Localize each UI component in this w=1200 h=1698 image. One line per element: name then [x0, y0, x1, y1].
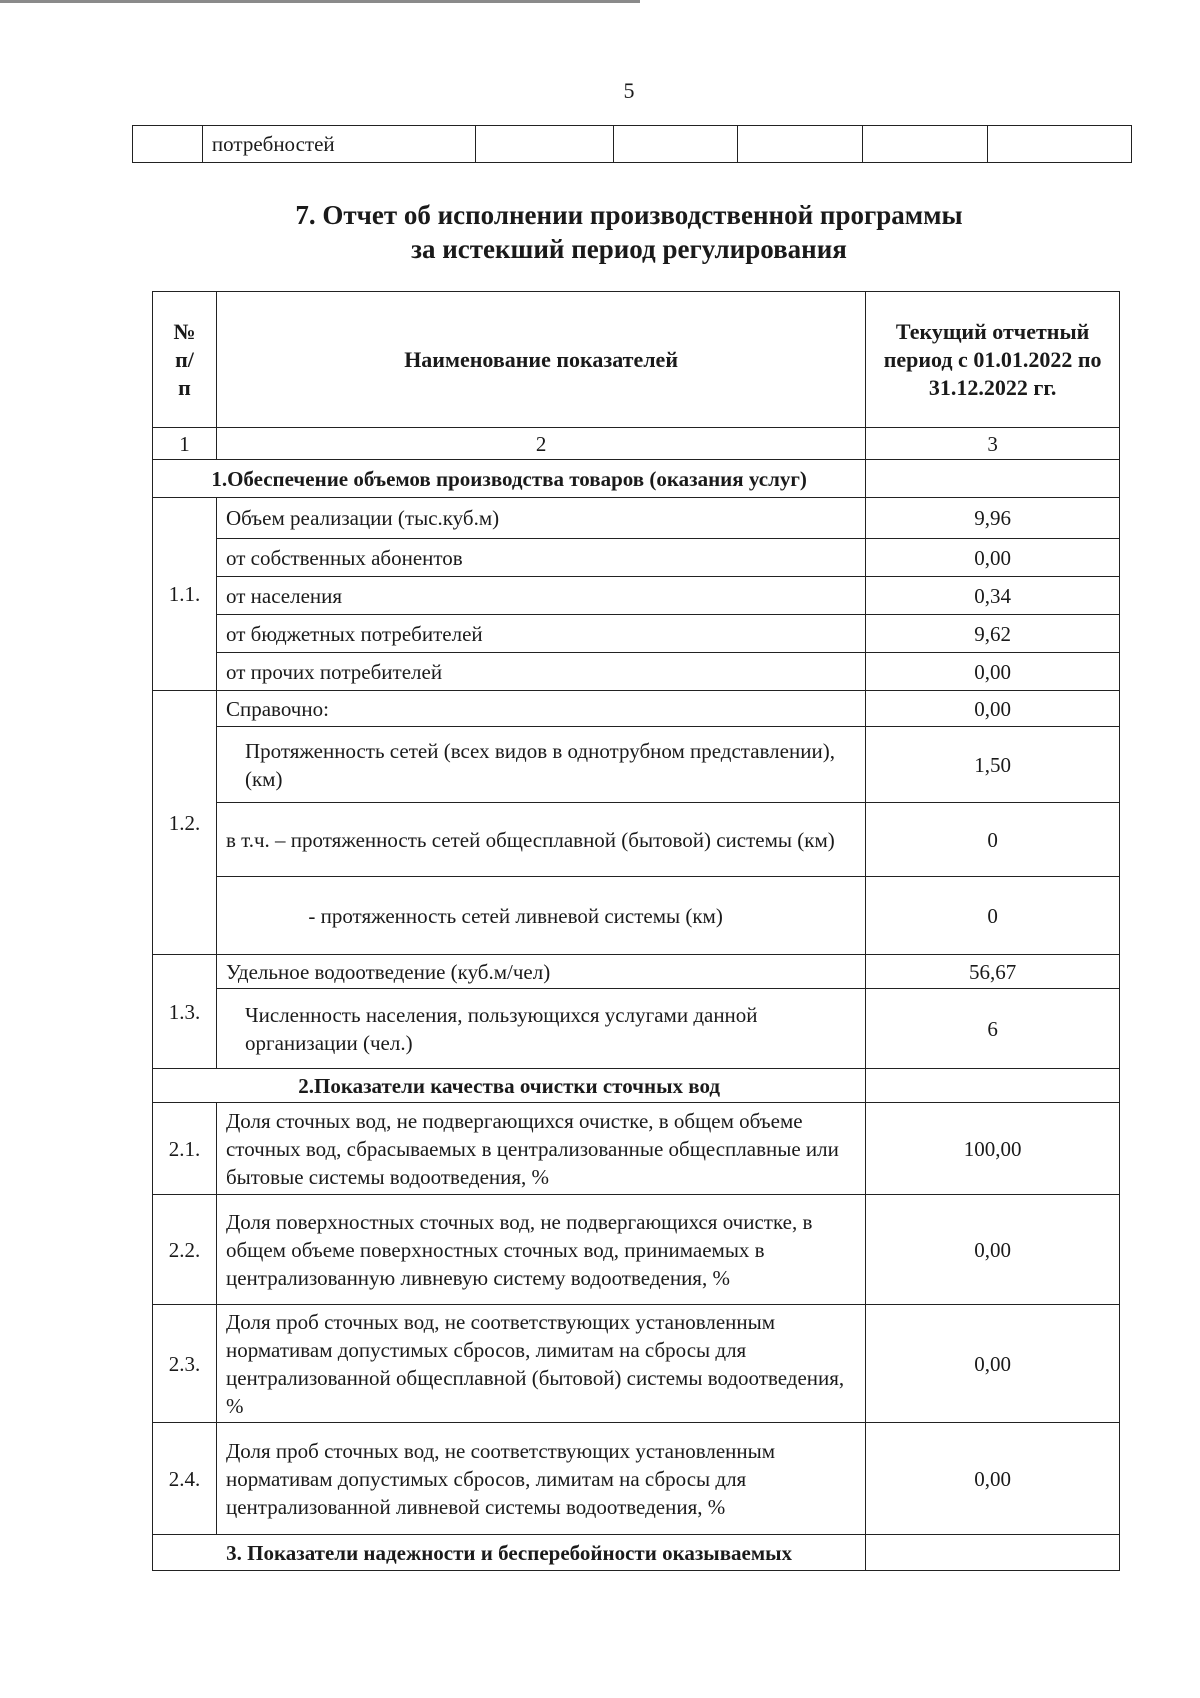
- column-number: 1: [153, 428, 217, 460]
- table-cell: потребностей: [202, 126, 475, 163]
- indicator-value: 9,96: [866, 498, 1120, 539]
- section-row: [153, 1535, 1120, 1571]
- report-table: [152, 291, 1120, 1571]
- header-name: Наименование показателей: [216, 292, 865, 428]
- row-number: 2.2.: [153, 1195, 217, 1305]
- page-number: 5: [623, 78, 635, 103]
- indicator-value: 0,00: [866, 1423, 1120, 1535]
- indicator-name: от собственных абонентов: [216, 539, 865, 577]
- indicator-name: - протяженность сетей ливневой системы (км): [216, 877, 865, 955]
- table-cell: [738, 126, 863, 163]
- table-row: [153, 1423, 1120, 1535]
- table-row: [153, 1195, 1120, 1305]
- indicator-name: Справочно:: [216, 691, 865, 727]
- table-row: [153, 498, 1120, 539]
- table-row: [153, 653, 1120, 691]
- indicator-name: Доля проб сточных вод, не соответствующих установленным нормативам допустимых сбросов, лимитам на сбросы для централизованной общесплавной (бытовой) системы водоотведения, %: [216, 1305, 865, 1423]
- table-header-row: [153, 292, 1120, 428]
- indicator-value: 0: [866, 877, 1120, 955]
- table-cell: [613, 126, 738, 163]
- scan-edge-line: [0, 0, 640, 3]
- indicator-value: 0,34: [866, 577, 1120, 615]
- indicator-value: 100,00: [866, 1103, 1120, 1195]
- row-number: 2.1.: [153, 1103, 217, 1195]
- indicator-value: 56,67: [866, 955, 1120, 989]
- indicator-value: 6: [866, 989, 1120, 1069]
- section-1-title: 1.Обеспечение объемов производства товаров (оказания услуг): [153, 460, 866, 498]
- row-number: 1.3.: [153, 955, 217, 1069]
- indicator-name: Численность населения, пользующихся услугами данной организации (чел.): [216, 989, 865, 1069]
- row-number: 2.3.: [153, 1305, 217, 1423]
- indicator-name: от населения: [216, 577, 865, 615]
- indicator-name: в т.ч. – протяженность сетей общесплавной (бытовой) системы (км): [216, 803, 865, 877]
- table-row: [153, 539, 1120, 577]
- section-row: [153, 1069, 1120, 1103]
- indicator-name: Протяженность сетей (всех видов в однотрубном представлении), (км): [216, 727, 865, 803]
- column-numbers-row: [153, 428, 1120, 460]
- row-number: 1.1.: [153, 498, 217, 691]
- table-row: [153, 877, 1120, 955]
- column-number: 2: [216, 428, 865, 460]
- indicator-name: Удельное водоотведение (куб.м/чел): [216, 955, 865, 989]
- indicator-name: Объем реализации (тыс.куб.м): [216, 498, 865, 539]
- table-cell: [988, 126, 1132, 163]
- indicator-name: от бюджетных потребителей: [216, 615, 865, 653]
- table-row: [153, 691, 1120, 727]
- row-number: 1.2.: [153, 691, 217, 955]
- table-row: [153, 989, 1120, 1069]
- table-cell: [866, 1535, 1120, 1571]
- table-row: [153, 577, 1120, 615]
- indicator-name: Доля поверхностных сточных вод, не подвергающихся очистке, в общем объеме поверхностных сточных вод, принимаемых в централизованную ливневую систему водоотведения, %: [216, 1195, 865, 1305]
- table-cell: [866, 460, 1120, 498]
- header-period: Текущий отчетный период с 01.01.2022 по 31.12.2022 гг.: [866, 292, 1120, 428]
- table-row: [153, 955, 1120, 989]
- table-row: [133, 126, 1132, 163]
- title-line-1: 7. Отчет об исполнении производственной программы: [295, 200, 963, 230]
- table-row: [153, 1103, 1120, 1195]
- indicator-value: 9,62: [866, 615, 1120, 653]
- section-title: [0, 198, 1200, 266]
- column-number: 3: [866, 428, 1120, 460]
- table-cell: [133, 126, 203, 163]
- indicator-value: 0,00: [866, 539, 1120, 577]
- section-2-title: 2.Показатели качества очистки сточных вод: [153, 1069, 866, 1103]
- row-number: 2.4.: [153, 1423, 217, 1535]
- indicator-name: Доля сточных вод, не подвергающихся очистке, в общем объеме сточных вод, сбрасываемых в централизованные общесплавные или бытовые системы водоотведения, %: [216, 1103, 865, 1195]
- table-cell: [863, 126, 988, 163]
- indicator-name: от прочих потребителей: [216, 653, 865, 691]
- table-row: [153, 727, 1120, 803]
- indicator-value: 0,00: [866, 1305, 1120, 1423]
- table-row: [153, 803, 1120, 877]
- table-cell: [866, 1069, 1120, 1103]
- table-cell: [475, 126, 613, 163]
- indicator-name: Доля проб сточных вод, не соответствующих установленным нормативам допустимых сбросов, лимитам на сбросы для централизованной ливневой системы водоотведения, %: [216, 1423, 865, 1535]
- table-row: [153, 1305, 1120, 1423]
- section-row: [153, 460, 1120, 498]
- section-3-title: 3. Показатели надежности и бесперебойности оказываемых: [153, 1535, 866, 1571]
- continued-table: [132, 125, 1132, 163]
- indicator-value: 1,50: [866, 727, 1120, 803]
- title-line-2: за истекший период регулирования: [411, 234, 847, 264]
- table-row: [153, 615, 1120, 653]
- header-num: № п/п: [153, 292, 217, 428]
- indicator-value: 0: [866, 803, 1120, 877]
- indicator-value: 0,00: [866, 691, 1120, 727]
- indicator-value: 0,00: [866, 653, 1120, 691]
- indicator-value: 0,00: [866, 1195, 1120, 1305]
